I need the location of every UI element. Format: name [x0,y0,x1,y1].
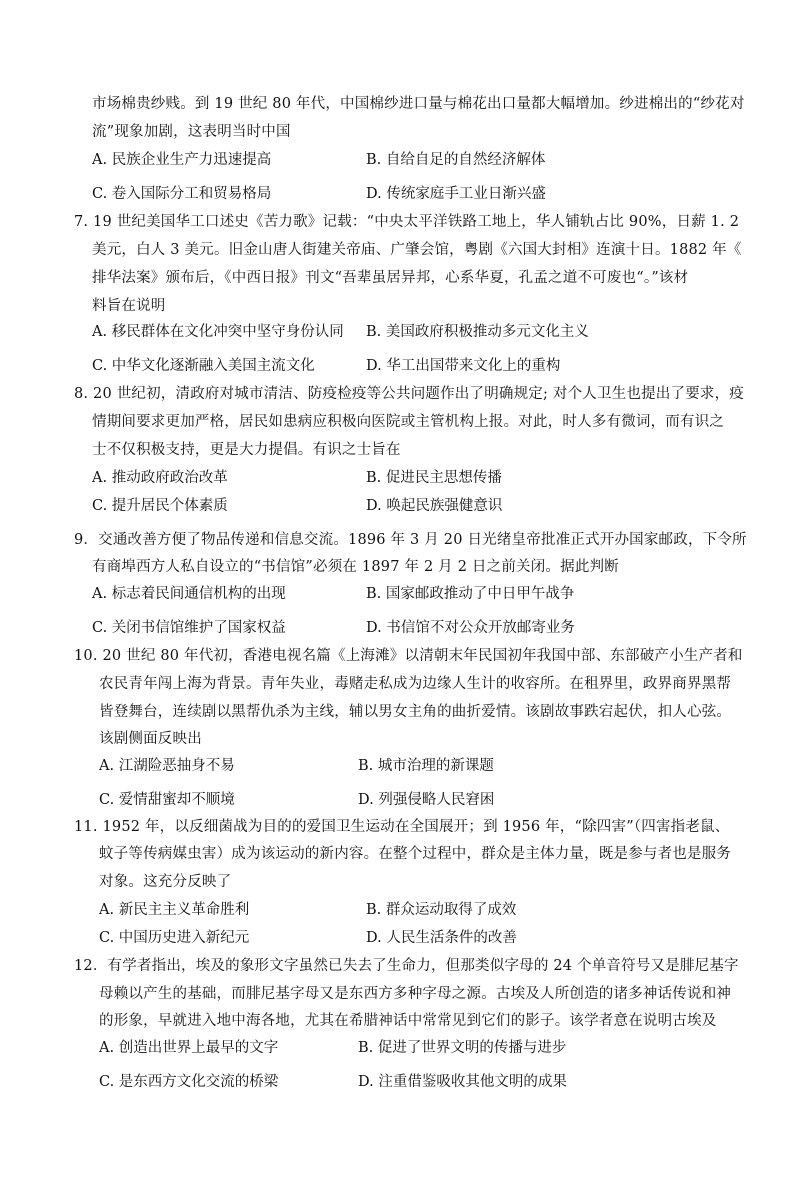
q12-option-c: C. 是东西方文化交流的桥梁 [99,1074,279,1090]
q10-stem-line-2: 农民青年闯上海为背景。青年失业，毒赌走私成为边缘人生计的收容所。在租界里，政界商界黑帮 [99,676,732,692]
q7-stem-line-3: 排华法案》颁布后，《中西日报》刊文“吾辈虽居异邦，心系华夏，孔孟之道不可废也“。”该材 [92,270,689,286]
q7-stem-line-4: 料旨在说明 [92,298,166,314]
q8-option-a: A. 推动政府政治改革 [92,470,228,486]
q9-stem-line-2: 有商埠西方人私自设立的“书信馆”必须在 1897 年 2 月 2 日之前关闭。据此判断 [92,559,619,575]
q8-option-b: B. 促进民主思想传播 [366,470,502,486]
q10-stem-line-3: 皆登舞台，连续剧以黑帮仇杀为主线，辅以男女主角的曲折爱情。该剧故事跌宕起伏，扣人心弦。 [99,704,732,720]
q11-option-b: B. 群众运动取得了成效 [366,902,517,918]
q6-option-d: D. 传统家庭手工业日渐兴盛 [366,186,546,202]
q7-stem-line-2: 美元，白人 3 美元。旧金山唐人街建关帝庙、广肇会馆，粤剧《六国大封相》连演十日。1882 年《 [92,242,742,258]
q11-option-a: A. 新民主主义革命胜利 [99,902,250,918]
q12-option-b: B. 促进了世界文明的传播与进步 [358,1040,567,1056]
q8-option-d: D. 唤起民族强健意识 [366,498,503,514]
q7-option-a: A. 移民群体在文化冲突中坚守身份认同 [92,324,344,340]
q9-option-a: A. 标志着民间通信机构的出现 [92,586,286,602]
q12-stem-line-2: 母赖以产生的基础，而腓尼基字母又是东西方多种字母之源。古埃及人所创造的诸多神话传说和神 [99,986,732,1002]
q6-option-a: A. 民族企业生产力迅速提高 [92,152,272,168]
q8-stem-line-1: 8. 20 世纪初，清政府对城市清洁、防疫检疫等公共问题作出了明确规定; 对个人卫生也提出了要求，疫 [74,386,744,402]
q7-stem-line-1: 7. 19 世纪美国华工口述史《苦力歌》记载：“中央太平洋铁路工地上，华人铺轨占比 90%，日薪 1. 2 [74,214,740,230]
q10-stem-line-4: 该剧侧面反映出 [99,731,202,747]
q12-stem-line-3: 的形象，早就进入地中海各地，尤其在希腊神话中常常见到它们的影子。该学者意在说明古埃及 [99,1013,717,1029]
q12-option-a: A. 创造出世界上最早的文字 [99,1040,279,1056]
q7-option-d: D. 华工出国带来文化上的重构 [366,358,561,374]
q7-option-b: B. 美国政府积极推动多元文化主义 [366,324,589,340]
q6-stem-line-2: 流”现象加剧，这表明当时中国 [92,124,291,140]
q7-option-c: C. 中华文化逐渐融入美国主流文化 [92,358,315,374]
q10-option-b: B. 城市治理的新课题 [358,758,494,774]
q6-stem-line-1: 市场棉贵纱贱。到 19 世纪 80 年代，中国棉纱进口量与棉花出口量都大幅增加。纱进棉出的“纱花对 [92,96,745,112]
q9-option-c: C. 关闭书信馆维护了国家权益 [92,620,286,636]
q10-stem-line-1: 10. 20 世纪 80 年代初，香港电视名篇《上海滩》以清朝末年民国初年我国中部、东部破产小生产者和 [74,648,743,664]
q8-stem-line-3: 士不仅积极支持，更是大力提倡。有识之士旨在 [92,442,401,458]
q6-option-c: C. 卷入国际分工和贸易格局 [92,186,272,202]
q11-stem-line-3: 对象。这充分反映了 [99,874,232,890]
q11-option-d: D. 人民生活条件的改善 [366,930,517,946]
q12-stem-line-1: 12．有学者指出，埃及的象形文字虽然已失去了生命力，但那类似字母的 24 个单音符号又是腓尼基字 [74,958,739,974]
q11-stem-line-1: 11. 1952 年，以反细菌战为目的的爱国卫生运动在全国展开；到 1956 年，“除四害”（四害指老鼠、 [74,819,730,835]
q10-option-c: C. 爱情甜蜜却不顺境 [99,792,235,808]
q10-option-a: A. 江湖险恶抽身不易 [99,758,235,774]
q9-option-d: D. 书信馆不对公众开放邮寄业务 [366,620,575,636]
q6-option-b: B. 自给自足的自然经济解体 [366,152,546,168]
q8-stem-line-2: 情期间要求更加严格，居民如患病应积极向医院或主管机构上报。对此，时人多有微词，而有识之 [92,414,725,430]
q11-option-c: C. 中国历史进入新纪元 [99,930,250,946]
q10-option-d: D. 列强侵略人民窘困 [358,792,495,808]
q9-stem-line-1: 9．交通改善方便了物品传递和信息交流。1896 年 3 月 20 日光绪皇帝批准正式开办国家邮政，下令所 [74,532,747,548]
q12-option-d: D. 注重借鉴吸收其他文明的成果 [358,1074,567,1090]
q8-option-c: C. 提升居民个体素质 [92,498,228,514]
q11-stem-line-2: 蚊子等传病媒虫害）成为该运动的新内容。在整个过程中，群众是主体力量，既是参与者也是服务 [99,846,732,862]
q9-option-b: B. 国家邮政推动了中日甲午战争 [366,586,575,602]
